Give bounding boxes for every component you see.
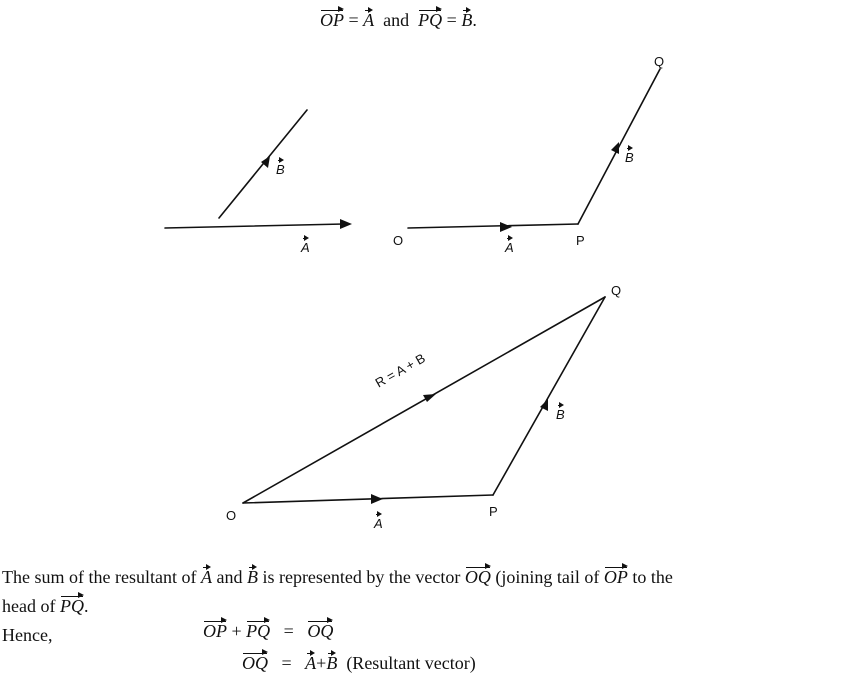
pq-symbol-para: PQ (59, 596, 84, 616)
point-q-fig3: Q (611, 283, 622, 298)
vector-op-line-fig3 (243, 495, 493, 503)
point-o-fig2: O (393, 233, 404, 248)
arrowhead-b-fig2 (611, 142, 619, 154)
vector-b-line-fig1 (219, 110, 307, 218)
label-a-fig3: A (374, 513, 383, 535)
point-q-fig2: Q (654, 54, 665, 69)
equation-2: OQ = A+B (Resultant vector) (242, 653, 476, 673)
arrowhead-r-fig3 (423, 394, 436, 402)
point-o-fig3: O (226, 508, 237, 523)
label-b-fig1: B (276, 159, 285, 181)
vector-pq-line-fig3 (493, 297, 605, 495)
paragraph-line-2: head of PQ. (2, 596, 89, 616)
point-p-fig2: P (576, 233, 585, 248)
label-a-fig2: A (505, 237, 514, 259)
a-symbol: A (363, 10, 375, 30)
vector-op-line-fig2 (408, 224, 578, 228)
resultant-label: R = A + B (372, 350, 428, 391)
label-b-fig3: B (556, 404, 565, 426)
pq-symbol: PQ (418, 10, 443, 30)
oq-symbol: OQ (464, 567, 491, 587)
vector-a-line-fig1 (165, 224, 344, 228)
arrowhead-a-fig1 (340, 219, 352, 229)
arrowhead-a-fig2 (500, 222, 512, 232)
label-b-fig2: B (625, 147, 634, 169)
op-symbol: OP (320, 10, 344, 30)
op-symbol-para: OP (603, 567, 628, 587)
hence-label: Hence, (2, 625, 53, 645)
label-a-fig1: A (301, 237, 310, 259)
arrowhead-b-fig1 (261, 156, 270, 168)
paragraph-line-1: The sum of the resultant of A and B is represented by the vector OQ (joining tail of OP to the (2, 567, 673, 587)
b-symbol: B (461, 10, 473, 30)
equation-1: OP + PQ = OQ (203, 621, 334, 641)
resultant-line-fig3 (243, 297, 605, 503)
arrowhead-a-fig3 (371, 494, 383, 504)
header-formula: OP = A and PQ = B. (320, 10, 477, 30)
point-p-fig3: P (489, 504, 498, 519)
